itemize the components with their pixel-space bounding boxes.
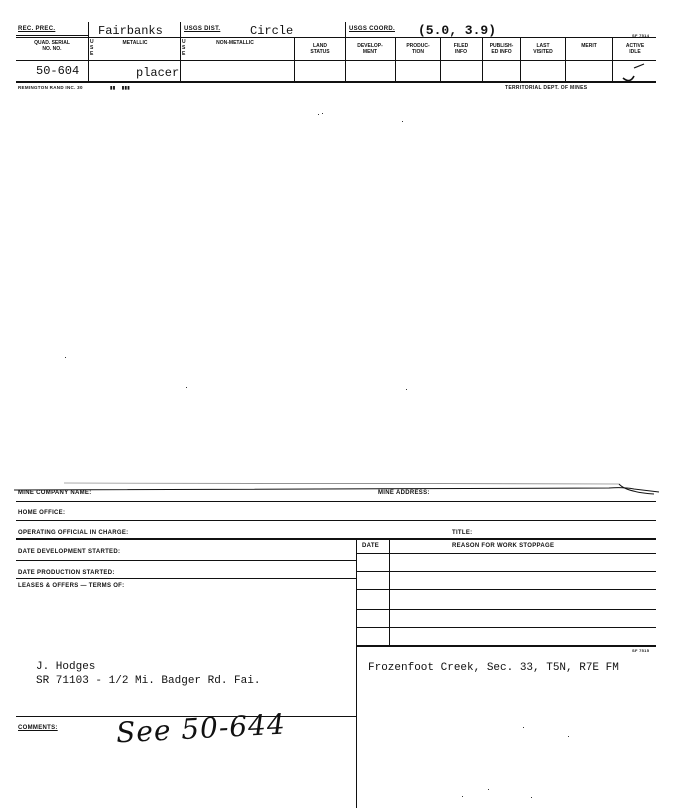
owner-address: SR 71103 - 1/2 Mi. Badger Rd. Fai.	[36, 675, 261, 687]
rec-prec-value: Fairbanks	[98, 24, 163, 38]
col-non-metallic: NON-METALLIC	[216, 40, 254, 46]
col-last-visited: LAST VISITED	[533, 43, 553, 55]
card-edge	[14, 476, 664, 496]
home-office-label: HOME OFFICE:	[18, 510, 66, 516]
metallic-value: placer	[136, 66, 180, 80]
col-production: PRODUC- TION	[406, 43, 430, 55]
operating-official-label: OPERATING OFFICIAL IN CHARGE:	[18, 530, 129, 536]
col-filed-info: FILED INFO	[453, 43, 469, 55]
title-label: TITLE:	[452, 530, 473, 536]
col-published-info: PUBLISH- ED INFO	[489, 43, 514, 55]
col-use-nonmetallic: U S E	[182, 39, 186, 57]
owner-name: J. Hodges	[36, 661, 96, 673]
mine-company-label: MINE COMPANY NAME:	[18, 490, 92, 496]
col-quad-serial: QUAD. SERIAL NO. NO.	[34, 40, 70, 52]
usgs-dist-label: USGS DIST.	[184, 26, 221, 32]
dept-label: TERRITORIAL DEPT. OF MINES	[505, 85, 588, 91]
quad-serial-value: 50-604	[36, 64, 80, 78]
col-land-status: LAND STATUS	[310, 43, 330, 55]
col-merit: MERIT	[581, 43, 597, 49]
location-text: Frozenfoot Creek, Sec. 33, T5N, R7E FM	[368, 662, 619, 674]
active-check-mark	[620, 60, 650, 86]
usgs-dist-value: Circle	[250, 24, 294, 38]
printer-label: REMINGTON RAND INC. 30	[18, 85, 83, 90]
col-development: DEVELOP- MENT	[357, 43, 383, 55]
col-metallic: METALLIC	[122, 40, 148, 46]
form-number-bottom: SF 7515	[632, 648, 650, 653]
mine-address-label: MINE ADDRESS:	[378, 490, 430, 496]
date-production-label: DATE PRODUCTION STARTED:	[18, 570, 115, 576]
usgs-coord-label: USGS COORD.	[349, 26, 395, 32]
date-development-label: DATE DEVELOPMENT STARTED:	[18, 549, 121, 555]
col-use-metallic: U S E	[90, 39, 94, 57]
reason-column-header: REASON FOR WORK STOPPAGE	[452, 543, 555, 549]
rec-prec-label: REC. PREC.	[18, 26, 56, 32]
col-active-idle: ACTIVE IDLE	[625, 43, 645, 55]
comments-label: COMMENTS:	[18, 725, 58, 731]
printer-mark-a: ▮▮ ▮▮▮	[110, 85, 131, 90]
comments-handwritten: See 50-644	[115, 707, 287, 750]
leases-label: LEASES & OFFERS — TERMS OF:	[18, 583, 125, 589]
date-column-header: DATE	[362, 543, 380, 549]
usgs-coord-value: (5.0, 3.9)	[418, 23, 497, 38]
form-number-top: SF 7514	[632, 33, 650, 38]
